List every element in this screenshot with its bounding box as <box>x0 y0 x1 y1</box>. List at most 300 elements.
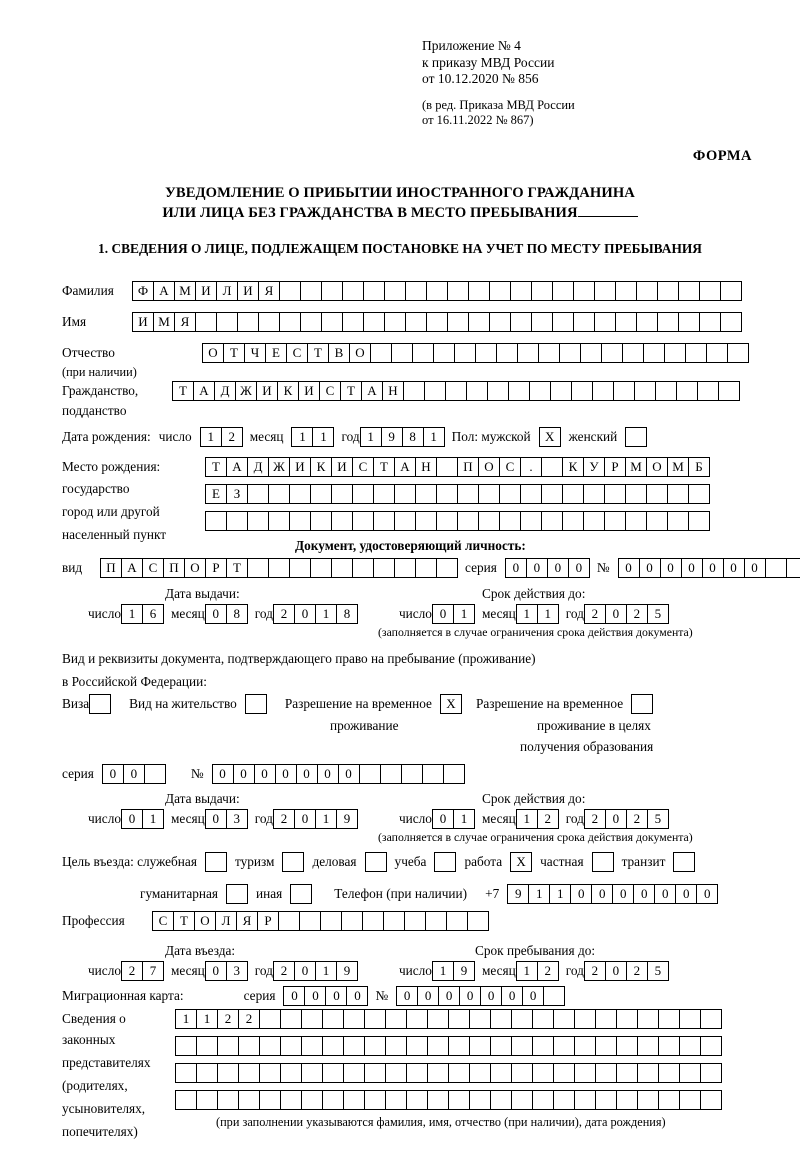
surname-cell[interactable]: А <box>153 281 175 301</box>
legal-3-cell[interactable] <box>196 1063 218 1083</box>
patronymic-cell[interactable] <box>370 343 392 363</box>
surname-cell[interactable]: Ф <box>132 281 154 301</box>
permit-valid-month-cell[interactable]: 1 <box>516 809 538 829</box>
birthplace-3-cell[interactable] <box>541 511 563 531</box>
legal-1-cell[interactable] <box>490 1009 512 1029</box>
valid-day-cell[interactable]: 1 <box>453 604 475 624</box>
purpose-transit-checkbox[interactable] <box>673 852 695 872</box>
permit-series-cell[interactable]: 0 <box>102 764 124 784</box>
profession-cell[interactable] <box>446 911 468 931</box>
legal-1-cell[interactable] <box>301 1009 323 1029</box>
citizenship-cell[interactable]: Ж <box>235 381 257 401</box>
patronymic-cell[interactable] <box>727 343 749 363</box>
legal-3-cell[interactable] <box>679 1063 701 1083</box>
legal-4-cell[interactable] <box>637 1090 659 1110</box>
document-kind-cell[interactable] <box>352 558 374 578</box>
name-cell[interactable] <box>300 312 322 332</box>
document-number-cell[interactable] <box>786 558 800 578</box>
birthplace-3-cell[interactable] <box>415 511 437 531</box>
legal-2-cell[interactable] <box>637 1036 659 1056</box>
citizenship-cell[interactable]: А <box>193 381 215 401</box>
birthplace-3-cell[interactable] <box>247 511 269 531</box>
phone-cell[interactable]: 9 <box>507 884 529 904</box>
permit-number-cell[interactable]: 0 <box>212 764 234 784</box>
legal-2-cell[interactable] <box>238 1036 260 1056</box>
legal-4-cell[interactable] <box>511 1090 533 1110</box>
legal-1-cell[interactable] <box>574 1009 596 1029</box>
citizenship-cell[interactable]: Т <box>172 381 194 401</box>
legal-2-cell[interactable] <box>595 1036 617 1056</box>
name-cell[interactable] <box>720 312 742 332</box>
permit-valid-day-input[interactable] <box>432 809 474 829</box>
birthplace-3-cell[interactable] <box>331 511 353 531</box>
valid-month-input[interactable] <box>516 604 558 624</box>
entry-day-cell[interactable]: 7 <box>142 961 164 981</box>
profession-cell[interactable] <box>425 911 447 931</box>
patronymic-cell[interactable]: В <box>328 343 350 363</box>
purpose-other-checkbox[interactable] <box>290 884 312 904</box>
surname-input[interactable] <box>132 281 741 301</box>
legal-2-cell[interactable] <box>448 1036 470 1056</box>
permit-valid-month-input[interactable] <box>516 809 558 829</box>
valid-month-cell[interactable]: 1 <box>516 604 538 624</box>
birth-year-cell[interactable]: 1 <box>423 427 445 447</box>
patronymic-cell[interactable] <box>496 343 518 363</box>
legal-1-cell[interactable] <box>385 1009 407 1029</box>
legal-2-cell[interactable] <box>259 1036 281 1056</box>
surname-cell[interactable]: Л <box>216 281 238 301</box>
birthplace-3-cell[interactable] <box>268 511 290 531</box>
birth-year-input[interactable] <box>360 427 444 447</box>
legal-4-cell[interactable] <box>658 1090 680 1110</box>
profession-cell[interactable] <box>362 911 384 931</box>
purpose-humanitarian-checkbox[interactable] <box>226 884 248 904</box>
legal-3-cell[interactable] <box>511 1063 533 1083</box>
entry-month-cell[interactable]: 0 <box>205 961 227 981</box>
surname-cell[interactable] <box>426 281 448 301</box>
birth-month-cell[interactable]: 1 <box>291 427 313 447</box>
legal-4-cell[interactable] <box>406 1090 428 1110</box>
legal-3-cell[interactable] <box>406 1063 428 1083</box>
phone-cell[interactable]: 0 <box>696 884 718 904</box>
legal-2-cell[interactable] <box>301 1036 323 1056</box>
birthplace-1-cell[interactable]: Н <box>415 457 437 477</box>
citizenship-cell[interactable] <box>676 381 698 401</box>
patronymic-cell[interactable] <box>517 343 539 363</box>
legal-4-cell[interactable] <box>238 1090 260 1110</box>
surname-cell[interactable]: И <box>195 281 217 301</box>
surname-cell[interactable] <box>636 281 658 301</box>
legal-representatives-row-3[interactable] <box>175 1063 721 1083</box>
surname-cell[interactable] <box>615 281 637 301</box>
name-cell[interactable] <box>657 312 679 332</box>
birth-year-cell[interactable]: 8 <box>402 427 424 447</box>
patronymic-cell[interactable] <box>412 343 434 363</box>
permit-issue-year-cell[interactable]: 2 <box>273 809 295 829</box>
name-cell[interactable]: И <box>132 312 154 332</box>
legal-4-cell[interactable] <box>322 1090 344 1110</box>
legal-2-cell[interactable] <box>532 1036 554 1056</box>
name-cell[interactable] <box>363 312 385 332</box>
legal-4-cell[interactable] <box>574 1090 596 1110</box>
legal-2-cell[interactable] <box>196 1036 218 1056</box>
citizenship-cell[interactable] <box>424 381 446 401</box>
valid-year-cell[interactable]: 2 <box>626 604 648 624</box>
permit-issue-year-cell[interactable]: 1 <box>315 809 337 829</box>
birth-day-input[interactable] <box>200 427 242 447</box>
birthplace-3-cell[interactable] <box>520 511 542 531</box>
legal-1-cell[interactable] <box>469 1009 491 1029</box>
name-cell[interactable] <box>216 312 238 332</box>
surname-cell[interactable] <box>300 281 322 301</box>
permit-issue-day-cell[interactable]: 1 <box>142 809 164 829</box>
citizenship-cell[interactable] <box>529 381 551 401</box>
legal-2-cell[interactable] <box>280 1036 302 1056</box>
patronymic-cell[interactable] <box>622 343 644 363</box>
legal-1-cell[interactable] <box>553 1009 575 1029</box>
permit-number-cell[interactable] <box>443 764 465 784</box>
birthplace-3-cell[interactable] <box>583 511 605 531</box>
legal-4-cell[interactable] <box>679 1090 701 1110</box>
stay-year-cell[interactable]: 2 <box>584 961 606 981</box>
legal-representatives-row-1[interactable] <box>175 1009 721 1029</box>
legal-2-cell[interactable] <box>553 1036 575 1056</box>
legal-2-cell[interactable] <box>511 1036 533 1056</box>
entry-month-input[interactable] <box>205 961 247 981</box>
legal-3-cell[interactable] <box>322 1063 344 1083</box>
purpose-service-checkbox[interactable] <box>205 852 227 872</box>
document-kind-cell[interactable]: О <box>184 558 206 578</box>
legal-2-cell[interactable] <box>343 1036 365 1056</box>
education-residence-checkbox[interactable] <box>631 694 653 714</box>
birthplace-2-cell[interactable] <box>289 484 311 504</box>
document-kind-cell[interactable] <box>436 558 458 578</box>
phone-cell[interactable]: 1 <box>528 884 550 904</box>
permit-number-cell[interactable]: 0 <box>254 764 276 784</box>
document-series-cell[interactable]: 0 <box>568 558 590 578</box>
birthplace-3-cell[interactable] <box>478 511 500 531</box>
document-number-cell[interactable]: 0 <box>702 558 724 578</box>
name-cell[interactable] <box>342 312 364 332</box>
birthplace-row-1[interactable] <box>205 457 709 477</box>
legal-3-cell[interactable] <box>364 1063 386 1083</box>
legal-4-cell[interactable] <box>553 1090 575 1110</box>
citizenship-cell[interactable]: И <box>298 381 320 401</box>
legal-3-cell[interactable] <box>259 1063 281 1083</box>
permit-issue-month-cell[interactable]: 0 <box>205 809 227 829</box>
migration-series-input[interactable] <box>283 986 367 1006</box>
birthplace-1-cell[interactable]: А <box>394 457 416 477</box>
document-series-cell[interactable]: 0 <box>547 558 569 578</box>
profession-cell[interactable] <box>278 911 300 931</box>
citizenship-cell[interactable]: К <box>277 381 299 401</box>
surname-cell[interactable] <box>657 281 679 301</box>
legal-2-cell[interactable] <box>322 1036 344 1056</box>
migration-number-input[interactable] <box>396 986 564 1006</box>
legal-2-cell[interactable] <box>427 1036 449 1056</box>
legal-4-cell[interactable] <box>259 1090 281 1110</box>
legal-2-cell[interactable] <box>469 1036 491 1056</box>
migration-number-cell[interactable]: 0 <box>501 986 523 1006</box>
name-cell[interactable] <box>489 312 511 332</box>
birthplace-2-cell[interactable] <box>625 484 647 504</box>
surname-cell[interactable] <box>468 281 490 301</box>
birthplace-3-cell[interactable] <box>625 511 647 531</box>
permit-valid-month-cell[interactable]: 2 <box>537 809 559 829</box>
phone-cell[interactable]: 0 <box>675 884 697 904</box>
issue-year-cell[interactable]: 1 <box>315 604 337 624</box>
birthplace-3-cell[interactable] <box>289 511 311 531</box>
birthplace-row-3[interactable] <box>205 511 709 531</box>
profession-cell[interactable]: Р <box>257 911 279 931</box>
permit-series-cell[interactable] <box>144 764 166 784</box>
permit-valid-year-input[interactable] <box>584 809 668 829</box>
patronymic-cell[interactable] <box>643 343 665 363</box>
issue-year-cell[interactable]: 2 <box>273 604 295 624</box>
legal-2-cell[interactable] <box>406 1036 428 1056</box>
permit-valid-year-cell[interactable]: 2 <box>626 809 648 829</box>
legal-1-cell[interactable] <box>532 1009 554 1029</box>
permit-valid-year-cell[interactable]: 0 <box>605 809 627 829</box>
permit-number-cell[interactable] <box>401 764 423 784</box>
document-kind-cell[interactable] <box>289 558 311 578</box>
legal-representatives-row-4[interactable] <box>175 1090 721 1110</box>
birthplace-2-cell[interactable] <box>541 484 563 504</box>
birthplace-2-cell[interactable] <box>415 484 437 504</box>
surname-cell[interactable] <box>447 281 469 301</box>
surname-cell[interactable] <box>342 281 364 301</box>
surname-cell[interactable] <box>573 281 595 301</box>
birthplace-1-cell[interactable] <box>436 457 458 477</box>
legal-4-cell[interactable] <box>616 1090 638 1110</box>
entry-year-cell[interactable]: 1 <box>315 961 337 981</box>
citizenship-cell[interactable]: С <box>319 381 341 401</box>
birthplace-3-cell[interactable] <box>499 511 521 531</box>
citizenship-cell[interactable] <box>571 381 593 401</box>
name-cell[interactable]: М <box>153 312 175 332</box>
name-cell[interactable] <box>573 312 595 332</box>
surname-cell[interactable] <box>552 281 574 301</box>
legal-3-cell[interactable] <box>280 1063 302 1083</box>
patronymic-cell[interactable]: С <box>286 343 308 363</box>
phone-cell[interactable]: 0 <box>612 884 634 904</box>
stay-year-cell[interactable]: 5 <box>647 961 669 981</box>
name-cell[interactable] <box>426 312 448 332</box>
profession-cell[interactable] <box>299 911 321 931</box>
birth-year-cell[interactable]: 9 <box>381 427 403 447</box>
document-kind-cell[interactable]: П <box>100 558 122 578</box>
birthplace-3-cell[interactable] <box>436 511 458 531</box>
legal-4-cell[interactable] <box>301 1090 323 1110</box>
document-series-cell[interactable]: 0 <box>526 558 548 578</box>
legal-1-cell[interactable] <box>511 1009 533 1029</box>
legal-1-cell[interactable] <box>280 1009 302 1029</box>
legal-4-cell[interactable] <box>364 1090 386 1110</box>
stay-month-cell[interactable]: 2 <box>537 961 559 981</box>
issue-year-cell[interactable]: 0 <box>294 604 316 624</box>
legal-4-cell[interactable] <box>532 1090 554 1110</box>
birthplace-2-cell[interactable] <box>394 484 416 504</box>
legal-2-cell[interactable] <box>679 1036 701 1056</box>
entry-year-cell[interactable]: 0 <box>294 961 316 981</box>
phone-cell[interactable]: 0 <box>591 884 613 904</box>
citizenship-cell[interactable]: И <box>256 381 278 401</box>
legal-3-cell[interactable] <box>700 1063 722 1083</box>
legal-1-cell[interactable] <box>343 1009 365 1029</box>
legal-1-cell[interactable]: 2 <box>217 1009 239 1029</box>
birthplace-3-cell[interactable] <box>562 511 584 531</box>
permit-number-cell[interactable]: 0 <box>233 764 255 784</box>
migration-number-cell[interactable] <box>543 986 565 1006</box>
name-cell[interactable] <box>195 312 217 332</box>
purpose-business-checkbox[interactable] <box>365 852 387 872</box>
permit-number-cell[interactable]: 0 <box>275 764 297 784</box>
document-kind-cell[interactable] <box>394 558 416 578</box>
phone-input[interactable] <box>507 884 717 904</box>
valid-day-cell[interactable]: 0 <box>432 604 454 624</box>
permit-number-input[interactable] <box>212 764 464 784</box>
birthplace-1-cell[interactable]: Д <box>247 457 269 477</box>
patronymic-cell[interactable] <box>601 343 623 363</box>
citizenship-cell[interactable]: Д <box>214 381 236 401</box>
stay-month-cell[interactable]: 1 <box>516 961 538 981</box>
profession-cell[interactable] <box>341 911 363 931</box>
issue-month-cell[interactable]: 0 <box>205 604 227 624</box>
citizenship-cell[interactable] <box>487 381 509 401</box>
document-kind-cell[interactable] <box>415 558 437 578</box>
name-cell[interactable] <box>279 312 301 332</box>
issue-year-input[interactable] <box>273 604 357 624</box>
legal-4-cell[interactable] <box>280 1090 302 1110</box>
legal-2-cell[interactable] <box>700 1036 722 1056</box>
name-cell[interactable] <box>258 312 280 332</box>
legal-3-cell[interactable] <box>574 1063 596 1083</box>
legal-4-cell[interactable] <box>490 1090 512 1110</box>
legal-4-cell[interactable] <box>385 1090 407 1110</box>
permit-number-cell[interactable] <box>380 764 402 784</box>
birthplace-2-cell[interactable] <box>478 484 500 504</box>
migration-number-cell[interactable]: 0 <box>459 986 481 1006</box>
birth-day-cell[interactable]: 2 <box>221 427 243 447</box>
migration-series-cell[interactable]: 0 <box>304 986 326 1006</box>
permit-valid-year-cell[interactable]: 5 <box>647 809 669 829</box>
birthplace-3-cell[interactable] <box>688 511 710 531</box>
birthplace-1-cell[interactable]: О <box>646 457 668 477</box>
legal-4-cell[interactable] <box>343 1090 365 1110</box>
surname-cell[interactable] <box>384 281 406 301</box>
birthplace-row-2[interactable] <box>205 484 709 504</box>
birth-day-cell[interactable]: 1 <box>200 427 222 447</box>
legal-1-cell[interactable] <box>595 1009 617 1029</box>
legal-4-cell[interactable] <box>469 1090 491 1110</box>
legal-3-cell[interactable] <box>385 1063 407 1083</box>
profession-cell[interactable]: Я <box>236 911 258 931</box>
legal-2-cell[interactable] <box>574 1036 596 1056</box>
document-kind-cell[interactable] <box>373 558 395 578</box>
surname-cell[interactable] <box>594 281 616 301</box>
name-input[interactable] <box>132 312 741 332</box>
citizenship-cell[interactable] <box>634 381 656 401</box>
valid-year-cell[interactable]: 0 <box>605 604 627 624</box>
permit-series-input[interactable] <box>102 764 165 784</box>
patronymic-input[interactable] <box>202 343 748 363</box>
surname-cell[interactable] <box>489 281 511 301</box>
patronymic-cell[interactable]: Ч <box>244 343 266 363</box>
birthplace-1-cell[interactable]: К <box>562 457 584 477</box>
legal-1-cell[interactable] <box>658 1009 680 1029</box>
birthplace-2-cell[interactable] <box>667 484 689 504</box>
migration-series-cell[interactable]: 0 <box>283 986 305 1006</box>
patronymic-cell[interactable] <box>538 343 560 363</box>
citizenship-cell[interactable] <box>592 381 614 401</box>
phone-cell[interactable]: 0 <box>654 884 676 904</box>
issue-year-cell[interactable]: 8 <box>336 604 358 624</box>
legal-1-cell[interactable] <box>448 1009 470 1029</box>
profession-cell[interactable]: Т <box>173 911 195 931</box>
legal-2-cell[interactable] <box>385 1036 407 1056</box>
birthplace-1-cell[interactable]: К <box>310 457 332 477</box>
permit-issue-year-cell[interactable]: 0 <box>294 809 316 829</box>
birthplace-2-cell[interactable] <box>247 484 269 504</box>
document-number-cell[interactable]: 0 <box>618 558 640 578</box>
issue-day-cell[interactable]: 6 <box>142 604 164 624</box>
sex-female-checkbox[interactable] <box>625 427 647 447</box>
birth-month-cell[interactable]: 1 <box>312 427 334 447</box>
patronymic-cell[interactable] <box>580 343 602 363</box>
legal-3-cell[interactable] <box>595 1063 617 1083</box>
migration-number-cell[interactable]: 0 <box>480 986 502 1006</box>
name-cell[interactable] <box>615 312 637 332</box>
legal-4-cell[interactable] <box>175 1090 197 1110</box>
citizenship-cell[interactable]: Н <box>382 381 404 401</box>
valid-year-cell[interactable]: 2 <box>584 604 606 624</box>
patronymic-cell[interactable] <box>559 343 581 363</box>
birthplace-1-cell[interactable]: Р <box>604 457 626 477</box>
purpose-tourism-checkbox[interactable] <box>282 852 304 872</box>
permit-number-cell[interactable]: 0 <box>317 764 339 784</box>
surname-cell[interactable] <box>678 281 700 301</box>
birthplace-1-cell[interactable] <box>541 457 563 477</box>
name-cell[interactable] <box>384 312 406 332</box>
patronymic-cell[interactable] <box>685 343 707 363</box>
legal-1-cell[interactable] <box>406 1009 428 1029</box>
birthplace-1-cell[interactable]: Т <box>373 457 395 477</box>
birthplace-2-cell[interactable] <box>352 484 374 504</box>
permit-series-cell[interactable]: 0 <box>123 764 145 784</box>
citizenship-cell[interactable]: Т <box>340 381 362 401</box>
birthplace-1-cell[interactable]: . <box>520 457 542 477</box>
birth-month-input[interactable] <box>291 427 333 447</box>
document-kind-cell[interactable] <box>247 558 269 578</box>
legal-2-cell[interactable] <box>490 1036 512 1056</box>
stay-year-cell[interactable]: 2 <box>626 961 648 981</box>
patronymic-cell[interactable] <box>454 343 476 363</box>
migration-number-cell[interactable]: 0 <box>438 986 460 1006</box>
birthplace-1-cell[interactable]: П <box>457 457 479 477</box>
birthplace-3-cell[interactable] <box>352 511 374 531</box>
patronymic-cell[interactable] <box>664 343 686 363</box>
birthplace-1-cell[interactable]: М <box>667 457 689 477</box>
birthplace-2-cell[interactable] <box>520 484 542 504</box>
permit-issue-day-input[interactable] <box>121 809 163 829</box>
patronymic-cell[interactable] <box>433 343 455 363</box>
birthplace-1-cell[interactable]: С <box>352 457 374 477</box>
legal-4-cell[interactable] <box>217 1090 239 1110</box>
name-cell[interactable]: Я <box>174 312 196 332</box>
legal-4-cell[interactable] <box>196 1090 218 1110</box>
document-number-cell[interactable]: 0 <box>744 558 766 578</box>
legal-4-cell[interactable] <box>448 1090 470 1110</box>
